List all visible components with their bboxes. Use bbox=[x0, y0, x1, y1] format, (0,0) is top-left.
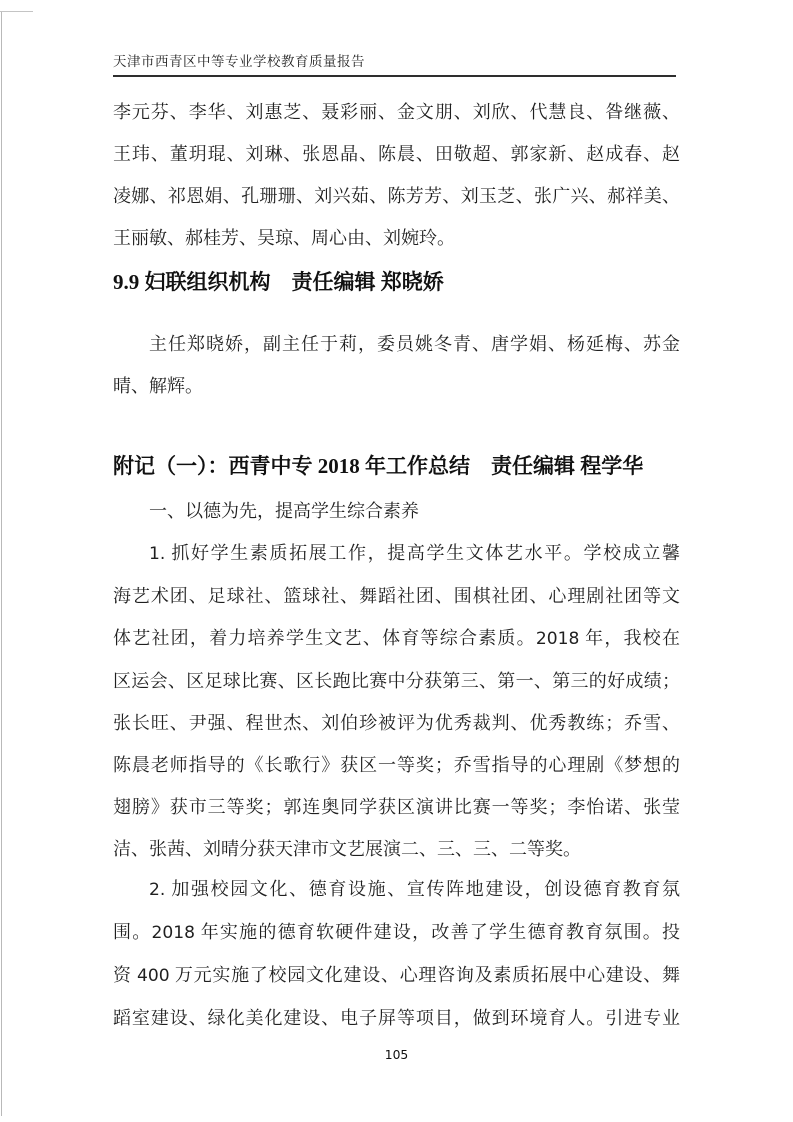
text-line: 主任郑晓娇，副主任于莉，委员姚冬青、唐学娟、杨延梅、苏金 bbox=[149, 334, 680, 354]
text-line: 李元芬、李华、刘惠芝、聂彩丽、金文朋、刘欣、代慧良、昝继薇、 bbox=[113, 102, 680, 122]
header-rule bbox=[113, 75, 676, 77]
text-line: 陈晨老师指导的《长歌行》获区一等奖；乔雪指导的心理剧《梦想的 bbox=[113, 755, 680, 775]
text-line: 资 400 万元实施了校园文化建设、心理咨询及素质拓展中心建设、舞 bbox=[113, 965, 681, 986]
scan-artifact-left-border bbox=[1, 11, 2, 1116]
page-number: 105 bbox=[384, 1048, 409, 1062]
section-99-heading: 9.9 妇联组织机构 责任编辑 郑晓娇 bbox=[113, 270, 444, 294]
text-line: 蹈室建设、绿化美化建设、电子屏等项目，做到环境育人。引进专业 bbox=[113, 1008, 680, 1028]
text-line: 区运会、区足球比赛、区长跑比赛中分获第三、第一、第三的好成绩； bbox=[113, 671, 680, 691]
text-line: 王丽敏、郝桂芳、吴琼、周心由、刘婉玲。 bbox=[113, 228, 455, 248]
header-title: 天津市西青区中等专业学校教育质量报告 bbox=[113, 54, 365, 69]
text-line: 凌娜、祁恩娟、孔珊珊、刘兴茹、陈芳芳、刘玉芝、张广兴、郝祥美、 bbox=[113, 186, 680, 206]
text-line: 围。2018 年实施的德育软硬件建设，改善了学生德育教育氛围。投 bbox=[113, 922, 681, 943]
appendix-subheading: 一、以德为先，提高学生综合素养 bbox=[149, 501, 419, 521]
text-line: 晴、解辉。 bbox=[113, 376, 203, 396]
text-line: 海艺术团、足球社、篮球社、舞蹈社团、围棋社团、心理剧社团等文 bbox=[113, 586, 680, 606]
appendix-paragraph-2 bbox=[113, 868, 680, 1039]
scan-artifact-top-line bbox=[0, 11, 33, 12]
page-header bbox=[113, 52, 680, 72]
appendix-heading: 附记（一）：西青中专 2018 年工作总结 责任编辑 程学华 bbox=[113, 454, 644, 478]
names-paragraph bbox=[113, 91, 680, 259]
text-line: 洁、张茜、刘晴分获天津市文艺展演二、三、三、二等奖。 bbox=[113, 839, 581, 859]
text-line: 张长旺、尹强、程世杰、刘伯珍被评为优秀裁判、优秀教练；乔雪、 bbox=[113, 713, 680, 733]
section-99-paragraph bbox=[113, 323, 680, 407]
text-line: 1. 抓好学生素质拓展工作，提高学生文体艺水平。学校成立馨 bbox=[149, 543, 680, 564]
appendix-paragraph-1 bbox=[113, 532, 680, 870]
text-line: 2. 加强校园文化、德育设施、宣传阵地建设，创设德育教育氛 bbox=[149, 879, 680, 900]
text-line: 翅膀》获市三等奖；郭连奥同学获区演讲比赛一等奖；李怡诺、张莹 bbox=[113, 797, 680, 817]
text-line: 王玮、董玥琨、刘琳、张恩晶、陈晨、田敬超、郭家新、赵成春、赵 bbox=[113, 144, 680, 164]
page-footer bbox=[0, 1046, 793, 1064]
text-line: 体艺社团，着力培养学生文艺、体育等综合素质。2018 年，我校在 bbox=[113, 628, 680, 649]
